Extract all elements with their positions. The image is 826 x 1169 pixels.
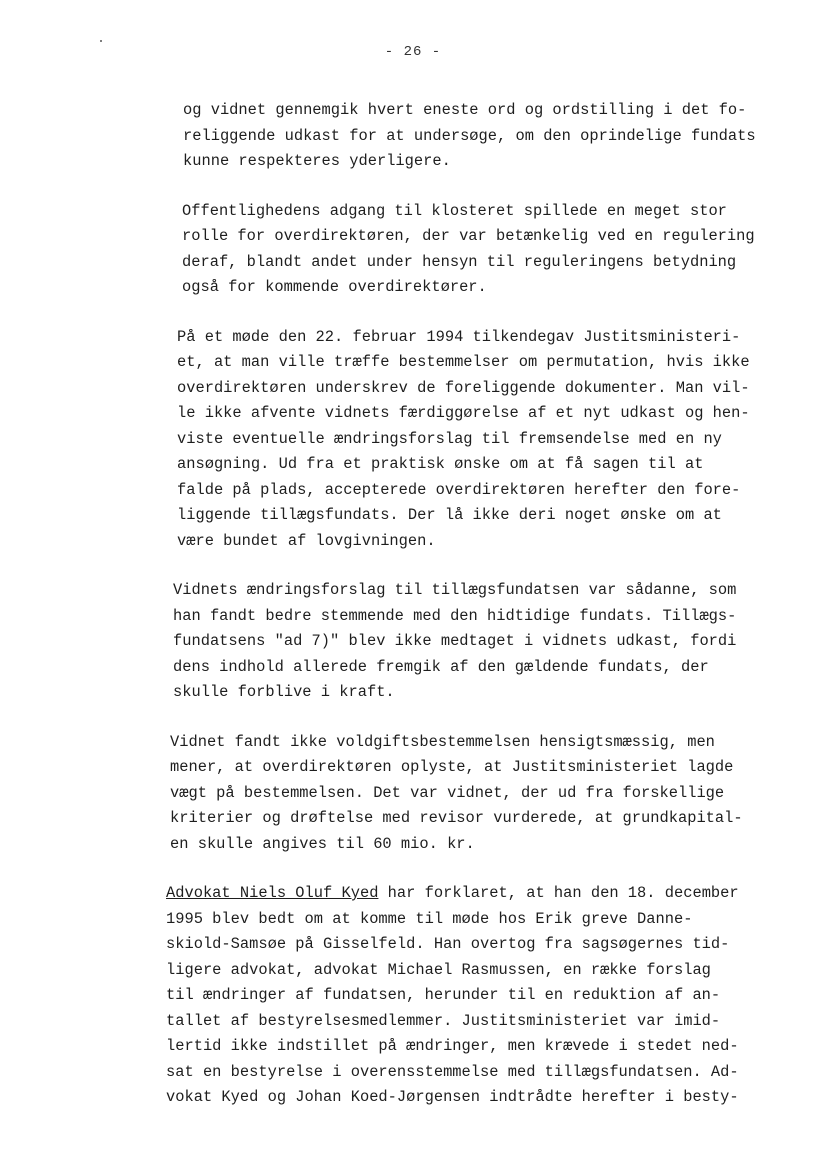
text-line: viste eventuelle ændringsforslag til fremsendelse med en ny [177, 429, 722, 448]
text-line: Vidnets ændringsforslag til tillægsfundatsen var sådanne, som [173, 581, 737, 599]
text-line: ansøgning. Ud fra et praktisk ønske om at få sagen til at [177, 455, 704, 473]
text-line: falde på plads, accepterede overdirektøren herefter den fore- [177, 480, 741, 499]
paragraph-public-access [0, 199, 826, 301]
text-line: Offentlighedens adgang til klosteret spillede en meget stor [182, 201, 727, 220]
text-line: også for kommende overdirektører. [182, 278, 487, 296]
text-line: skulle forblive i kraft. [173, 683, 395, 701]
text-line: mener, at overdirektøren oplyste, at Justitsministeriet lagde [170, 758, 734, 776]
text-line: kunne respekteres yderligere. [183, 152, 451, 170]
text-line: rolle for overdirektøren, der var betænkelig ved en regulering [182, 227, 755, 245]
text-line: skiold-Samsøe på Gisselfeld. Han overtog fra sagsøgernes tid- [166, 935, 730, 953]
text-line: han fandt bedre stemmende med den hidtidige fundats. Tillægs- [173, 606, 737, 625]
text-line: le ikke afvente vidnets færdiggørelse af et nyt udkast og hen- [177, 404, 750, 422]
text-line: lertid ikke indstillet på ændringer, men krævede i stedet ned- [166, 1037, 739, 1055]
document-body [0, 98, 826, 1135]
text-line: vægt på bestemmelsen. Det var vidnet, der ud fra forskellige [170, 783, 725, 802]
text-line: kriterier og drøftelse med revisor vurderede, at grundkapital- [170, 809, 743, 827]
text-line: til ændringer af fundatsen, herunder til en reduktion af an- [166, 986, 721, 1004]
witness-name: Advokat Niels Oluf Kyed [166, 884, 379, 902]
paragraph-kyed-testimony [0, 881, 826, 1111]
text-line: sat en bestyrelse i overensstemmelse med tillægsfundatsen. Ad- [166, 1062, 739, 1081]
text-line: et, at man ville træffe bestemmelser om permutation, hvis ikke [177, 353, 750, 371]
text-line: dens indhold allerede fremgik af den gældende fundats, der [173, 657, 709, 676]
text-line: være bundet af lovgivningen. [177, 531, 436, 550]
text-line: ligere advokat, advokat Michael Rasmussen, en række forslag [166, 960, 711, 979]
text-line: tallet af bestyrelsesmedlemmer. Justitsministeriet var imid- [166, 1011, 721, 1030]
text-line: religgende udkast for at undersøge, om den oprindelige fundats [183, 126, 756, 145]
text-line: På et møde den 22. februar 1994 tilkendegav Justitsministeri- [177, 327, 741, 346]
text-line: en skulle angives til 60 mio. kr. [170, 834, 475, 853]
text-line-remainder: har forklaret, at han den 18. december [378, 884, 739, 902]
text-line: deraf, blandt andet under hensyn til reguleringens betydning [182, 252, 737, 271]
paragraph-witness-review [0, 98, 826, 175]
text-line: liggende tillægsfundats. Der lå ikke deri noget ønske om at [177, 506, 722, 524]
text-line: og vidnet gennemgik hvert eneste ord og ordstilling i det fo- [183, 101, 747, 119]
text-line: 1995 blev bedt om at komme til møde hos Erik greve Danne- [166, 909, 693, 928]
paragraph-arbitration-clause [0, 730, 826, 858]
page-number: - 26 - [384, 44, 442, 60]
text-line: vokat Kyed og Johan Koed-Jørgensen indtrådte herefter i besty- [166, 1088, 739, 1106]
text-line: Vidnet fandt ikke voldgiftsbestemmelsen hensigtsmæssig, men [170, 732, 715, 751]
paragraph-amendment-proposals [0, 578, 826, 706]
paragraph-meeting-1994 [0, 325, 826, 555]
text-line: overdirektøren underskrev de foreliggende dokumenter. Man vil- [177, 378, 750, 397]
text-line [166, 881, 826, 907]
text-line: fundatsens "ad 7)" blev ikke medtaget i vidnets udkast, fordi [173, 632, 737, 650]
scan-speck [100, 40, 102, 42]
